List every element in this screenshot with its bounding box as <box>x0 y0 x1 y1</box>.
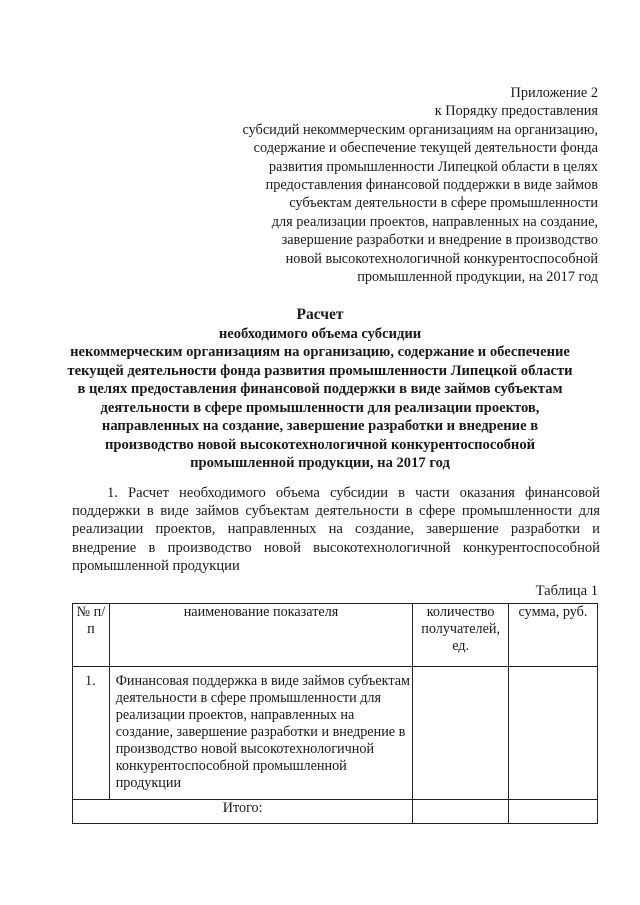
table-row <box>73 667 598 800</box>
appendix-line: развития промышленности Липецкой области в целях <box>268 158 598 175</box>
paragraph-line: внедрение в производство новой высокотехнологичной конкурентоспособной <box>72 539 600 556</box>
appendix-line: промышленной продукции, на 2017 год <box>357 269 598 286</box>
header-recipients-text: количество получателей, ед. <box>421 604 501 654</box>
total-recipients <box>413 800 509 824</box>
header-sum-text: сумма, руб. <box>518 604 588 620</box>
appendix-line: субъектам деятельности в сфере промышленности <box>289 195 598 212</box>
title-line: некоммерческим организациям на организацию, содержание и обеспечение <box>70 344 570 360</box>
document-title <box>40 306 600 473</box>
header-num <box>73 604 110 667</box>
title-line: в целях предоставления финансовой поддержки в виде займов субъектам <box>77 381 563 397</box>
row-num: 1. <box>73 667 110 800</box>
table-label: Таблица 1 <box>535 583 598 599</box>
title-line: текущей деятельности фонда развития промышленности Липецкой области <box>67 362 573 379</box>
header-sum <box>508 604 597 667</box>
row-recipients <box>413 667 509 800</box>
row-name: Финансовая поддержка в виде займов субъектам деятельности в сфере промышленности для реализации проектов, направленных на создание, завершение разработки и внедрение в производство новой высокотехнологичной конкурентоспособной промышленной продукции <box>109 667 413 800</box>
title-line: направленных на создание, завершение разработки и внедрение в <box>101 418 539 434</box>
paragraph-line: 1. Расчет необходимого объема субсидии в части оказания финансовой <box>107 485 600 501</box>
header-num-text: № п/п <box>76 604 106 637</box>
subsidy-table <box>72 603 598 824</box>
title-line: необходимого объема субсидии <box>218 325 422 342</box>
body-paragraph <box>72 484 600 575</box>
header-name-text: наименование показателя <box>183 604 339 620</box>
appendix-line: новой высокотехнологичной конкурентоспособной <box>285 250 598 267</box>
title-heading: Расчет <box>296 306 344 323</box>
total-label: Итого: <box>73 800 413 824</box>
appendix-line: Приложение 2 <box>510 85 598 101</box>
title-line: промышленной продукции, на 2017 год <box>190 455 450 471</box>
appendix-note <box>178 84 598 286</box>
appendix-line: к Порядку предоставления <box>434 103 598 120</box>
total-sum <box>508 800 597 824</box>
header-recipients <box>413 604 509 667</box>
appendix-line: предоставления финансовой поддержки в виде займов <box>265 177 598 194</box>
appendix-line: для реализации проектов, направленных на создание, <box>271 213 598 230</box>
paragraph-line: поддержки в виде займов субъектам деятельности в сфере промышленности для <box>72 503 600 520</box>
appendix-line: содержание и обеспечение текущей деятельности фонда <box>253 140 598 157</box>
paragraph-line: реализации проектов, направленных на создание, завершение разработки и <box>72 521 600 538</box>
appendix-line: субсидий некоммерческим организациям на организацию, <box>242 121 598 138</box>
paragraph-line: промышленной продукции <box>72 557 240 574</box>
row-sum <box>508 667 597 800</box>
appendix-line: завершение разработки и внедрение в производство <box>281 232 598 249</box>
table-total-row <box>73 800 598 824</box>
table-header-row <box>73 604 598 667</box>
title-line: производство новой высокотехнологичной конкурентоспособной <box>104 436 536 453</box>
header-name <box>109 604 413 667</box>
title-line: деятельности в сфере промышленности для реализации проектов, <box>100 399 540 416</box>
